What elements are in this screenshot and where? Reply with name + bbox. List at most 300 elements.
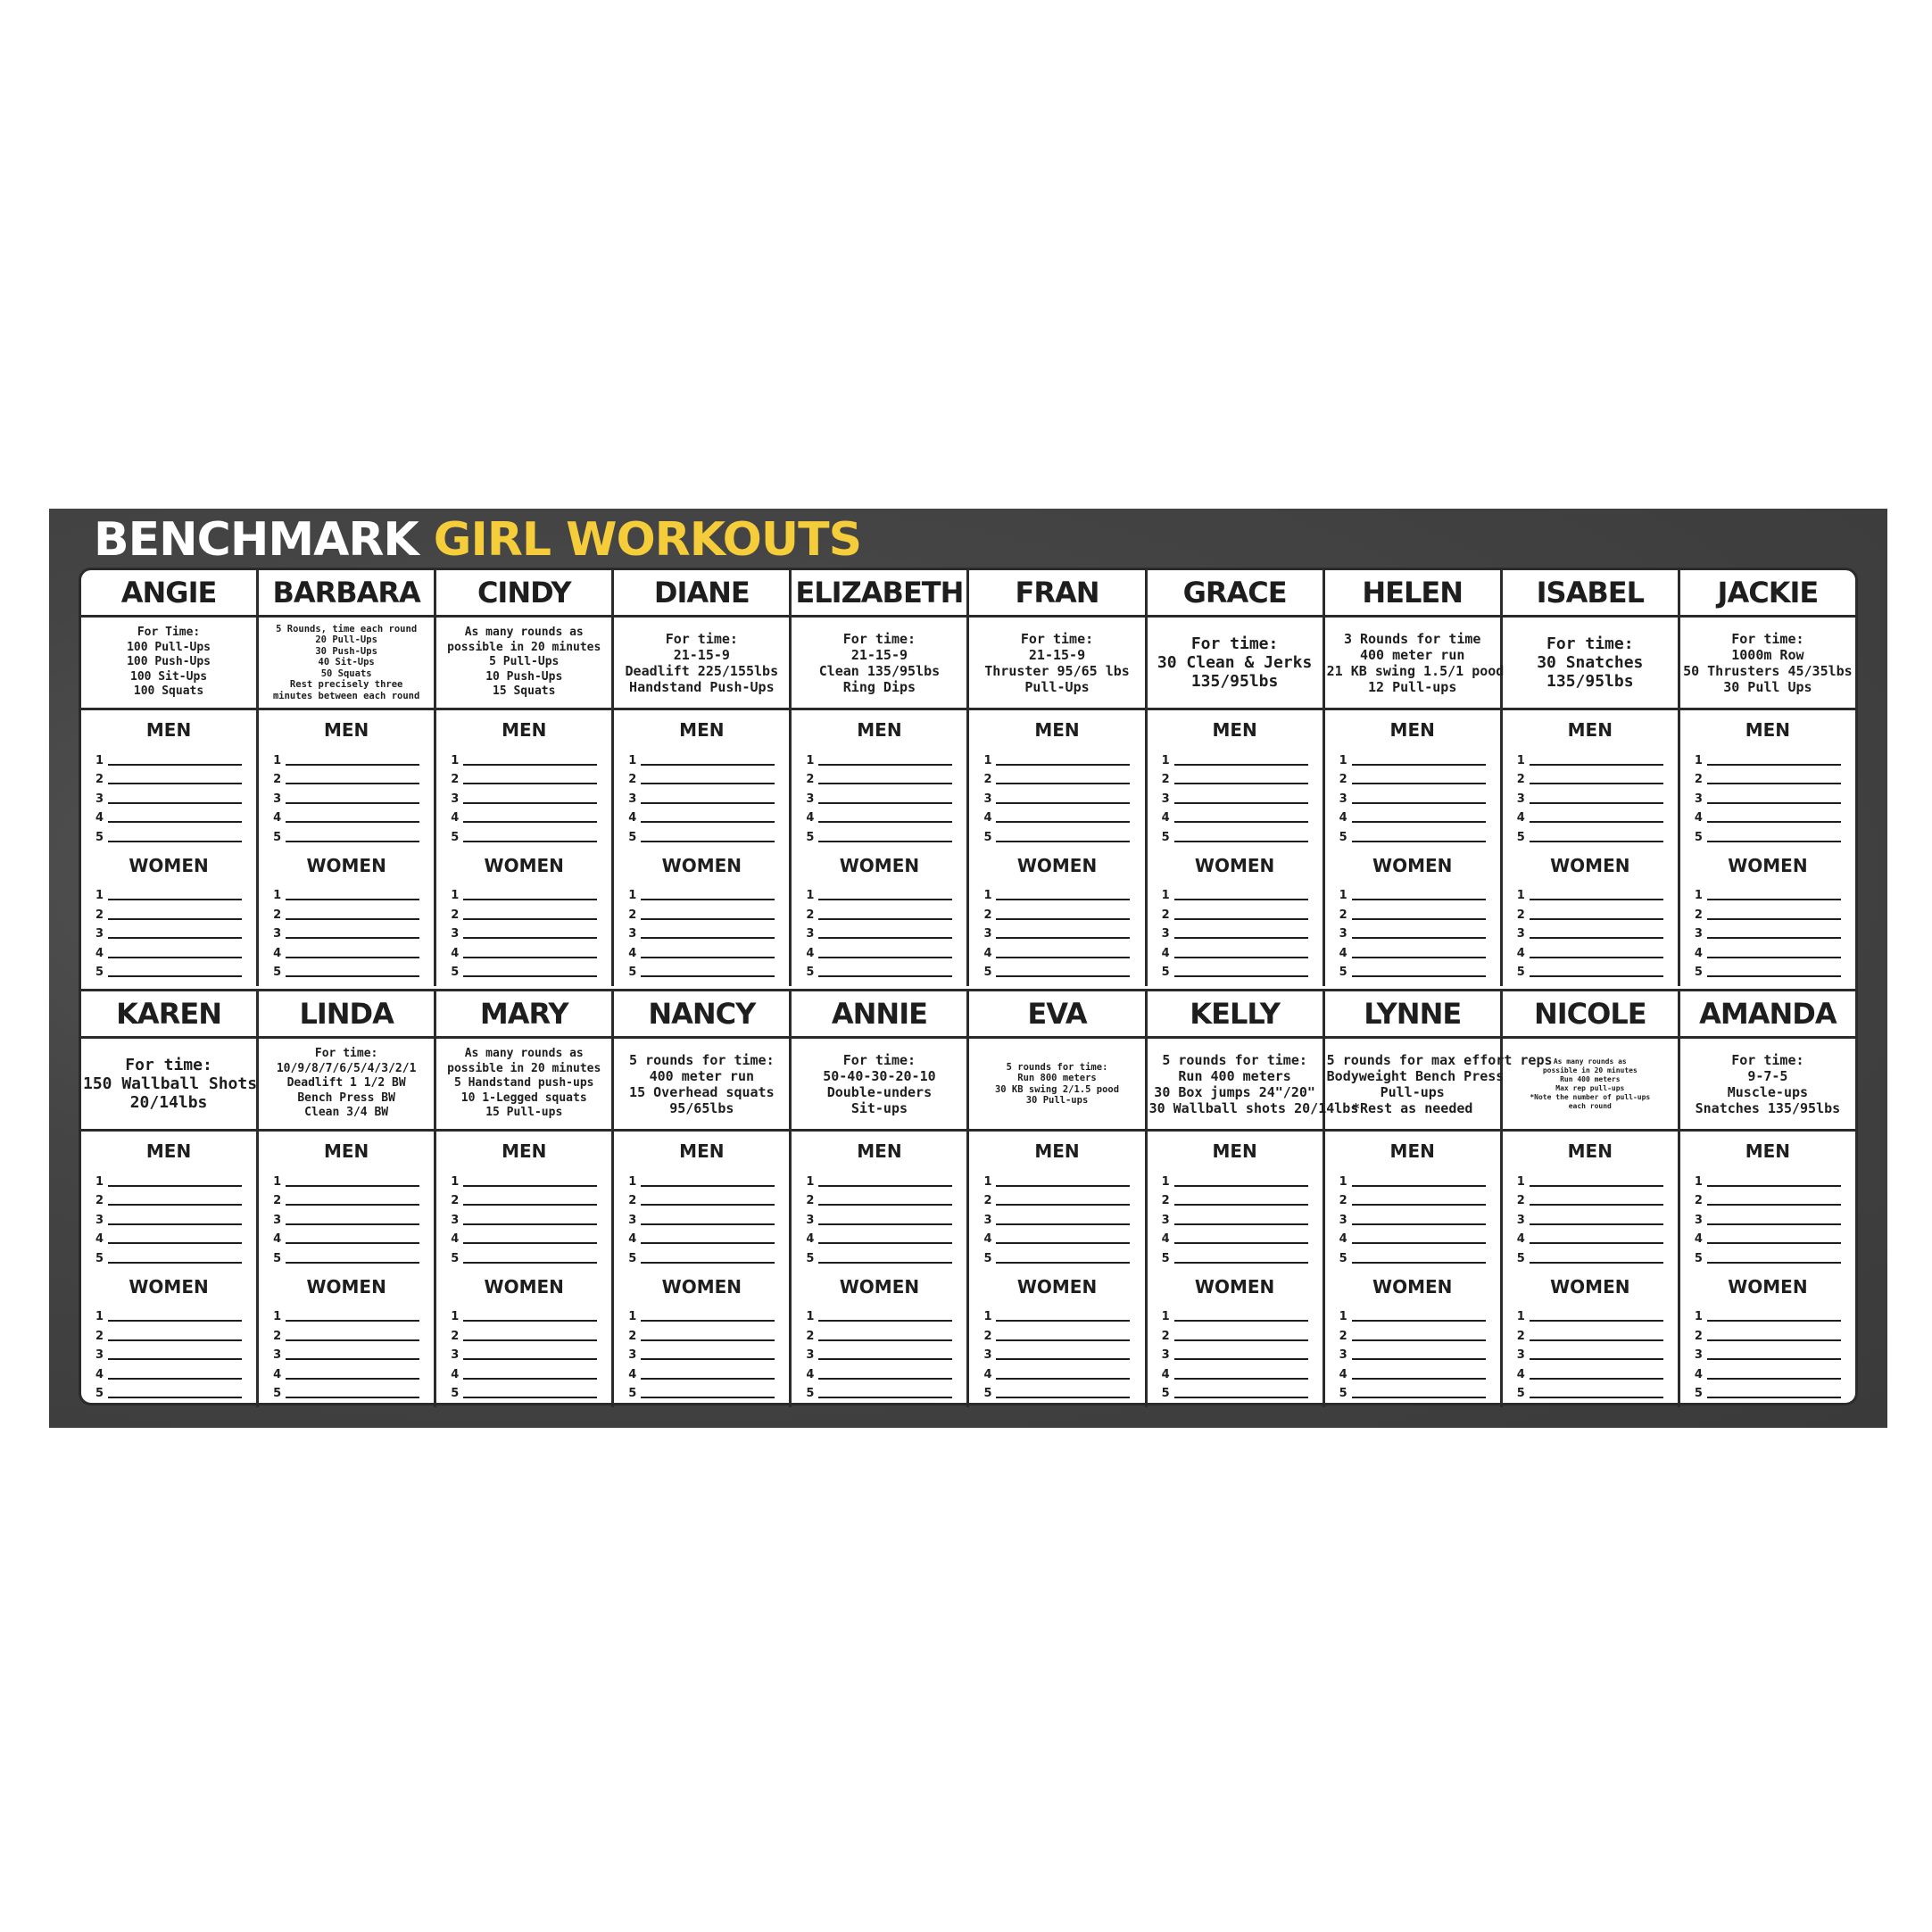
- workout-card: [1503, 991, 1680, 1407]
- score-line: [996, 899, 1130, 900]
- score-section: [1148, 710, 1323, 986]
- women-score-slot: [436, 922, 611, 941]
- slot-number: 4: [95, 811, 104, 825]
- slot-number: 4: [1339, 946, 1347, 960]
- score-line: [108, 1378, 242, 1380]
- score-line: [641, 821, 775, 823]
- slot-number: 2: [806, 773, 815, 786]
- women-score-slot: [1325, 922, 1500, 941]
- slot-number: 5: [1339, 830, 1347, 844]
- score-line: [108, 1223, 242, 1225]
- slot-number: 5: [1339, 1251, 1347, 1265]
- men-score-slot: [1148, 806, 1323, 825]
- slot-number: 4: [95, 946, 104, 960]
- slot-number: 1: [1161, 753, 1170, 767]
- workout-description: [436, 1039, 611, 1132]
- men-score-slot: [1325, 1189, 1500, 1208]
- workout-card: [1325, 570, 1503, 986]
- slot-number: 5: [983, 1251, 992, 1265]
- women-score-slot: [1148, 922, 1323, 941]
- score-line: [108, 821, 242, 823]
- women-score-slot: [81, 883, 256, 903]
- slot-number: 4: [628, 946, 637, 960]
- description-line: 30 Clean & Jerks: [1157, 653, 1313, 672]
- slot-number: 2: [1339, 908, 1347, 922]
- score-line: [1352, 1262, 1486, 1264]
- slot-number: 2: [806, 908, 815, 922]
- score-line: [463, 802, 597, 804]
- description-line: 21 KB swing 1.5/1 pood: [1326, 662, 1505, 679]
- slot-number: 2: [273, 1329, 282, 1343]
- score-line: [1707, 937, 1841, 939]
- women-score-slot: [1148, 1343, 1323, 1363]
- score-line: [1174, 975, 1308, 977]
- slot-number: 3: [95, 927, 104, 941]
- women-score-slot: [436, 1362, 611, 1381]
- workout-description: [1503, 1039, 1678, 1132]
- description-line: Double-unders: [826, 1083, 933, 1100]
- description-line: 1000m Row: [1731, 646, 1804, 663]
- men-label: MEN: [145, 1140, 192, 1162]
- description-line: 135/95lbs: [1190, 672, 1279, 691]
- score-line: [1530, 1185, 1663, 1187]
- score-line: [1352, 1358, 1486, 1360]
- men-score-slot: [1148, 786, 1323, 806]
- women-score-slot: [1503, 1362, 1678, 1381]
- description-line: For time:: [1020, 630, 1094, 647]
- score-line: [286, 1358, 419, 1360]
- score-line: [996, 1223, 1130, 1225]
- description-line: Handstand Push-Ups: [629, 678, 775, 695]
- women-score-slot: [1680, 1323, 1855, 1343]
- workout-grid: [79, 568, 1858, 1405]
- score-line: [1530, 1242, 1663, 1244]
- men-label: MEN: [502, 719, 547, 741]
- women-score-slot: [81, 902, 256, 922]
- men-score-slot: [614, 1189, 789, 1208]
- women-label: WOMEN: [1728, 1275, 1808, 1298]
- slot-number: 1: [273, 1174, 282, 1189]
- slot-number: 3: [983, 1348, 992, 1362]
- women-score-slot: [436, 902, 611, 922]
- slot-number: 1: [806, 1174, 815, 1189]
- men-score-slot: [436, 1169, 611, 1189]
- score-line: [818, 1223, 952, 1225]
- men-score-slot: [792, 767, 966, 787]
- men-score-slot: [1680, 1207, 1855, 1227]
- slot-number: 3: [1694, 927, 1703, 941]
- slot-number: 2: [628, 1194, 637, 1207]
- description-line: 12 Pull-ups: [1368, 678, 1457, 695]
- workout-card: [1680, 570, 1855, 986]
- women-score-slot: [792, 1305, 966, 1324]
- score-line: [286, 1339, 419, 1341]
- score-line: [286, 1262, 419, 1264]
- slot-number: 2: [628, 1329, 637, 1343]
- slot-number: 5: [806, 1387, 815, 1400]
- men-score-slot: [259, 786, 434, 806]
- slot-number: 4: [1339, 1367, 1347, 1381]
- women-score-slot: [1325, 1343, 1500, 1363]
- score-line: [1530, 957, 1663, 958]
- score-line: [286, 764, 419, 766]
- men-label: MEN: [145, 719, 192, 741]
- men-score-slot: [81, 1207, 256, 1227]
- women-score-slot: [1503, 1343, 1678, 1363]
- description-line: Sit-ups: [850, 1099, 908, 1116]
- men-score-slot: [259, 1207, 434, 1227]
- slot-number: 1: [983, 1174, 992, 1189]
- score-line: [286, 841, 419, 842]
- slot-number: 1: [95, 1310, 104, 1323]
- score-line: [996, 1262, 1130, 1264]
- slot-number: 1: [1694, 753, 1703, 767]
- slot-number: 3: [1339, 792, 1347, 806]
- workout-card: [792, 570, 969, 986]
- score-line: [286, 1204, 419, 1206]
- workout-description: [436, 618, 611, 710]
- women-score-slot: [1680, 1343, 1855, 1363]
- slot-number: 2: [1339, 1194, 1347, 1207]
- slot-number: 5: [1516, 830, 1525, 844]
- slot-number: 2: [1694, 773, 1703, 786]
- description-line: *Rest as needed: [1351, 1099, 1473, 1116]
- men-score-slot: [969, 1207, 1144, 1227]
- slot-number: 3: [983, 792, 992, 806]
- score-line: [463, 1320, 597, 1322]
- men-label: MEN: [1567, 719, 1613, 741]
- workout-card: [81, 991, 259, 1407]
- women-score-slot: [1680, 902, 1855, 922]
- score-line: [1530, 918, 1663, 920]
- women-label: WOMEN: [1016, 854, 1098, 876]
- men-score-slot: [436, 1189, 611, 1208]
- score-line: [463, 783, 597, 784]
- score-line: [641, 1320, 775, 1322]
- men-score-slot: [614, 767, 789, 787]
- score-line: [108, 1204, 242, 1206]
- workout-name: ISABEL: [1503, 570, 1678, 618]
- score-line: [818, 1339, 952, 1341]
- score-line: [641, 975, 775, 977]
- men-score-slot: [1148, 748, 1323, 767]
- men-score-slot: [614, 1246, 789, 1265]
- description-line: Bench Press BW: [297, 1090, 395, 1105]
- men-score-slot: [81, 1246, 256, 1265]
- slot-number: 2: [1516, 773, 1525, 786]
- slot-number: 2: [983, 908, 992, 922]
- men-score-slot: [1503, 1227, 1678, 1247]
- women-score-slot: [1148, 1381, 1323, 1401]
- score-line: [641, 1223, 775, 1225]
- score-line: [1174, 957, 1308, 958]
- men-label: MEN: [323, 719, 369, 741]
- men-score-slot: [792, 825, 966, 844]
- score-line: [1352, 764, 1486, 766]
- score-line: [641, 918, 775, 920]
- score-line: [1707, 1185, 1841, 1187]
- slot-number: 1: [95, 753, 104, 767]
- slot-number: 3: [451, 1213, 460, 1227]
- score-line: [1352, 1185, 1486, 1187]
- men-score-slot: [436, 748, 611, 767]
- score-section: [436, 1132, 611, 1407]
- description-line: For time:: [842, 630, 916, 647]
- men-score-slot: [1325, 786, 1500, 806]
- description-line: 50 Thrusters 45/35lbs: [1683, 662, 1853, 679]
- score-line: [818, 975, 952, 977]
- slot-number: 4: [1516, 811, 1525, 825]
- slot-number: 5: [628, 1251, 637, 1265]
- score-line: [1530, 975, 1663, 977]
- score-line: [1352, 1242, 1486, 1244]
- workout-card: [614, 570, 792, 986]
- board-title: [94, 513, 861, 567]
- workout-name: FRAN: [969, 570, 1144, 618]
- workout-name: ELIZABETH: [792, 570, 966, 618]
- score-line: [818, 957, 952, 958]
- men-label: MEN: [1745, 1140, 1791, 1162]
- slot-number: 4: [1694, 946, 1703, 960]
- score-section: [792, 710, 966, 986]
- score-line: [641, 1262, 775, 1264]
- slot-number: 4: [628, 1367, 637, 1381]
- men-label: MEN: [1745, 719, 1791, 741]
- slot-number: 5: [273, 830, 282, 844]
- men-score-slot: [1503, 1246, 1678, 1265]
- workout-name: DIANE: [614, 570, 789, 618]
- score-line: [108, 975, 242, 977]
- score-line: [463, 1339, 597, 1341]
- slot-number: 5: [806, 830, 815, 844]
- score-line: [996, 802, 1130, 804]
- score-line: [463, 975, 597, 977]
- women-score-slot: [792, 1343, 966, 1363]
- score-line: [641, 1358, 775, 1360]
- women-score-slot: [259, 960, 434, 980]
- women-score-slot: [259, 1343, 434, 1363]
- description-line: Run 400 meters: [1178, 1067, 1291, 1084]
- slot-number: 5: [1694, 1387, 1703, 1400]
- score-line: [1352, 783, 1486, 784]
- score-line: [463, 1262, 597, 1264]
- slot-number: 1: [451, 1310, 460, 1323]
- workout-card: [81, 570, 259, 986]
- score-line: [286, 1397, 419, 1398]
- men-score-slot: [614, 806, 789, 825]
- slot-number: 1: [1161, 889, 1170, 902]
- women-score-slot: [1148, 941, 1323, 960]
- score-line: [996, 1339, 1130, 1341]
- score-line: [108, 1339, 242, 1341]
- description-line: Deadlift 225/155lbs: [625, 662, 779, 679]
- description-line: 30 Wallball shots 20/14lbs: [1148, 1099, 1359, 1116]
- score-line: [818, 1242, 952, 1244]
- title-main: BENCHMARK: [94, 513, 419, 567]
- slot-number: 4: [1694, 811, 1703, 825]
- slot-number: 1: [273, 1310, 282, 1323]
- women-score-slot: [436, 1323, 611, 1343]
- slot-number: 1: [1516, 753, 1525, 767]
- women-score-slot: [1148, 1362, 1323, 1381]
- title-accent: GIRL WORKOUTS: [433, 513, 862, 567]
- workout-card: [259, 991, 436, 1407]
- workout-name: MARY: [436, 991, 611, 1039]
- score-line: [1530, 802, 1663, 804]
- score-line: [1707, 1378, 1841, 1380]
- slot-number: 3: [628, 927, 637, 941]
- men-score-slot: [1503, 748, 1678, 767]
- slot-number: 5: [1516, 1387, 1525, 1400]
- description-line: 21-15-9: [673, 646, 730, 663]
- score-line: [641, 1204, 775, 1206]
- score-line: [1707, 1223, 1841, 1225]
- slot-number: 2: [273, 773, 282, 786]
- score-line: [996, 937, 1130, 939]
- slot-number: 5: [273, 1251, 282, 1265]
- workout-card: [1148, 570, 1325, 986]
- women-score-slot: [1325, 883, 1500, 903]
- men-score-slot: [1503, 1169, 1678, 1189]
- description-line: 100 Pull-Ups: [127, 640, 211, 654]
- workout-card: [1503, 570, 1680, 986]
- workout-name: AMANDA: [1680, 991, 1855, 1039]
- women-score-slot: [81, 941, 256, 960]
- score-line: [1352, 1204, 1486, 1206]
- workout-name: KAREN: [81, 991, 256, 1039]
- workout-description: [1325, 618, 1505, 710]
- workout-row-1: [81, 570, 1855, 986]
- description-line: 40 Sit-Ups: [318, 657, 375, 668]
- slot-number: 4: [1694, 1232, 1703, 1246]
- women-score-slot: [81, 1323, 256, 1343]
- men-score-slot: [436, 1227, 611, 1247]
- score-line: [286, 899, 419, 900]
- men-score-slot: [792, 786, 966, 806]
- women-label: WOMEN: [306, 854, 386, 876]
- score-line: [818, 1358, 952, 1360]
- description-line: Snatches 135/95lbs: [1695, 1099, 1841, 1116]
- score-line: [818, 918, 952, 920]
- score-line: [641, 937, 775, 939]
- description-line: 30 Pull Ups: [1723, 678, 1812, 695]
- women-score-slot: [1680, 922, 1855, 941]
- score-section: [259, 1132, 434, 1407]
- workout-description: [792, 1039, 966, 1132]
- description-line: possible in 20 minutes: [447, 1061, 601, 1075]
- score-line: [1530, 821, 1663, 823]
- men-score-slot: [259, 1169, 434, 1189]
- description-line: 15 Pull-ups: [485, 1106, 563, 1120]
- men-score-slot: [792, 1227, 966, 1247]
- score-line: [1352, 1339, 1486, 1341]
- slot-number: 3: [273, 1213, 282, 1227]
- score-line: [1530, 1339, 1663, 1341]
- men-label: MEN: [857, 719, 902, 741]
- workout-description: [1148, 618, 1323, 710]
- slot-number: 2: [95, 908, 104, 922]
- score-section: [614, 1132, 789, 1407]
- slot-number: 2: [451, 773, 460, 786]
- score-section: [81, 1132, 256, 1407]
- workout-card: [436, 991, 614, 1407]
- slot-number: 5: [1516, 1251, 1525, 1265]
- women-score-slot: [436, 1305, 611, 1324]
- slot-number: 2: [628, 908, 637, 922]
- women-score-slot: [436, 883, 611, 903]
- slot-number: 3: [1339, 1213, 1347, 1227]
- women-score-slot: [1503, 1323, 1678, 1343]
- workout-name: ANNIE: [792, 991, 966, 1039]
- description-line: For time:: [1190, 634, 1279, 653]
- women-score-slot: [969, 1362, 1144, 1381]
- description-line: Pull-ups: [1380, 1083, 1445, 1100]
- women-score-slot: [969, 883, 1144, 903]
- slot-number: 1: [1339, 753, 1347, 767]
- score-line: [1174, 1204, 1308, 1206]
- slot-number: 4: [273, 811, 282, 825]
- women-score-slot: [1325, 902, 1500, 922]
- description-line: Clean 135/95lbs: [818, 662, 941, 679]
- slot-number: 4: [1339, 1232, 1347, 1246]
- slot-number: 1: [1339, 1174, 1347, 1189]
- slot-number: 3: [1694, 792, 1703, 806]
- women-score-slot: [614, 1323, 789, 1343]
- women-label: WOMEN: [839, 1275, 920, 1298]
- slot-number: 5: [1161, 830, 1170, 844]
- score-line: [996, 975, 1130, 977]
- score-line: [1352, 918, 1486, 920]
- score-line: [818, 841, 952, 842]
- workout-name: ANGIE: [81, 570, 256, 618]
- score-line: [996, 841, 1130, 842]
- women-score-slot: [436, 941, 611, 960]
- women-score-slot: [1325, 1381, 1500, 1401]
- men-score-slot: [614, 786, 789, 806]
- men-score-slot: [1325, 1207, 1500, 1227]
- score-line: [286, 1185, 419, 1187]
- men-score-slot: [1148, 767, 1323, 787]
- description-line: For time:: [1731, 630, 1804, 647]
- score-line: [1707, 899, 1841, 900]
- description-line: 9-7-5: [1747, 1067, 1788, 1084]
- men-score-slot: [81, 748, 256, 767]
- workout-name: CINDY: [436, 570, 611, 618]
- women-score-slot: [969, 1305, 1144, 1324]
- description-line: possible in 20 minutes: [447, 640, 601, 654]
- description-line: For time:: [1731, 1051, 1804, 1068]
- score-line: [641, 1378, 775, 1380]
- women-score-slot: [259, 1381, 434, 1401]
- slot-number: 1: [95, 889, 104, 902]
- men-label: MEN: [857, 1140, 902, 1162]
- score-line: [818, 764, 952, 766]
- men-score-slot: [1148, 1189, 1323, 1208]
- score-line: [1707, 1320, 1841, 1322]
- men-score-slot: [792, 1169, 966, 1189]
- score-line: [818, 899, 952, 900]
- score-line: [641, 802, 775, 804]
- women-score-slot: [81, 1343, 256, 1363]
- women-score-slot: [614, 1381, 789, 1401]
- score-line: [286, 1223, 419, 1225]
- score-line: [1530, 1223, 1663, 1225]
- slot-number: 3: [628, 792, 637, 806]
- description-line: For time:: [842, 1051, 916, 1068]
- men-score-slot: [1148, 1227, 1323, 1247]
- workout-card: [1325, 991, 1553, 1407]
- score-line: [463, 1397, 597, 1398]
